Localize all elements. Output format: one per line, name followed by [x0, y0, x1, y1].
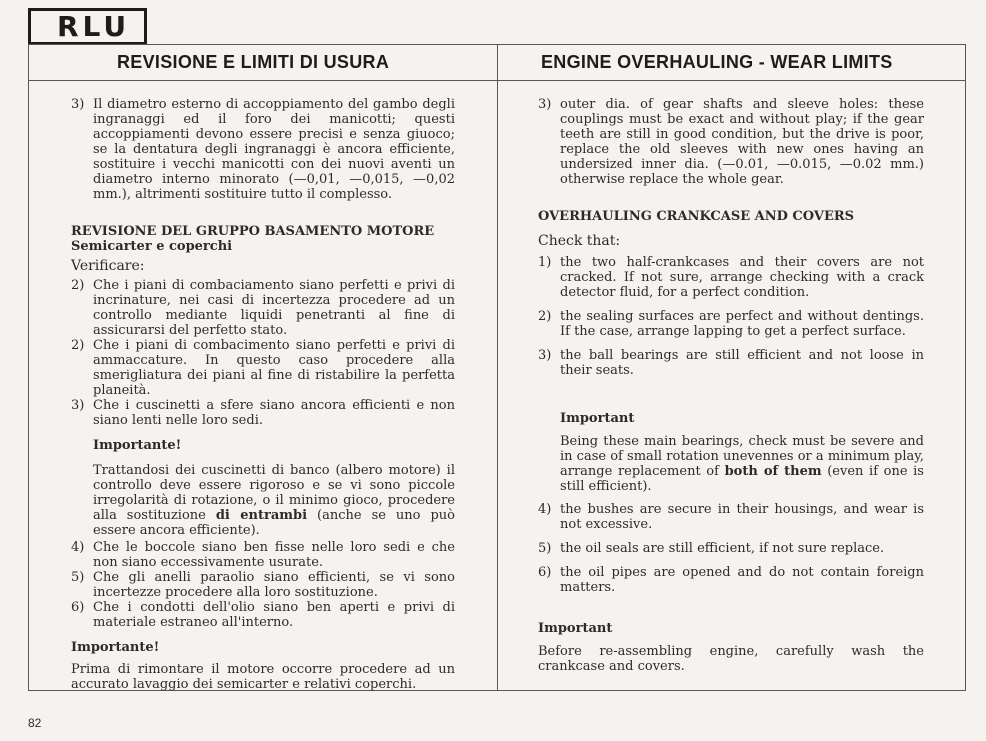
list-item: 6) Che i condotti dell'olio siano ben aperti e privi di materiale estraneo all'interno.	[71, 600, 455, 630]
italian-column	[71, 97, 455, 692]
list-item: 5) the oil seals are still efficient, if not sure replace.	[538, 541, 885, 556]
important-heading: Importante!	[71, 640, 160, 655]
italian-title: REVISIONE E LIMITI DI USURA	[117, 52, 390, 72]
section-title: REVISIONE DEL GRUPPO BASAMENTO MOTORE	[71, 224, 435, 239]
important-heading: Important	[560, 411, 635, 426]
english-title: ENGINE OVERHAULING - WEAR LIMITS	[541, 52, 893, 72]
list-item: 3) Il diametro esterno di accoppiamento del gambo degli ingranaggi ed il foro dei manicotti; questi accoppiamenti devono essere precisi e senza giuoco; se la dentatura degli ingranaggi è ancora efficiente, sostituire i vecchi manicotti con dei nuovi aventi un diametro interno minorato (—0,01, —0,015, —0,02 mm.), altrimenti sostituire tutto il complesso.	[71, 97, 455, 202]
check-label: Check that:	[538, 233, 621, 249]
list-item: 2) Che i piani di combacimento siano perfetti e privi di ammaccature. In questo caso procedere alla smerigliatura dei piani al fine di ristabilire la perfetta planeità.	[71, 338, 455, 398]
important-note: Being these main bearings, check must be severe and in case of small rotation unevennes or a minimum play, arrange replacement of both of them (even if one is still efficient).	[560, 434, 924, 494]
important-heading: Important	[538, 621, 613, 636]
important-note: Prima di rimontare il motore occorre procedere ad un accurato lavaggio dei semicarter e relativi coperchi.	[71, 662, 455, 692]
important-note: Before re-assembling engine, carefully wash the crankcase and covers.	[538, 644, 924, 674]
list-item: 3) Che i cuscinetti a sfere siano ancora efficienti e non siano lenti nelle loro sedi.	[71, 398, 455, 428]
verify-label: Verificare:	[71, 258, 145, 274]
list-item: 4) Che le boccole siano ben fisse nelle loro sedi e che non siano eccessivamente usurate.	[71, 540, 455, 570]
list-item: 3) the ball bearings are still efficient and not loose in their seats.	[538, 348, 924, 378]
important-note: Trattandosi dei cuscinetti di banco (albero motore) il controllo deve essere rigoroso e se vi sono piccole irregolarità di rotazione, o il minimo gioco, procedere alla sostituzione di entrambi (anche se uno può essere ancora efficiente).	[93, 463, 455, 538]
section-subtitle: Semicarter e coperchi	[71, 239, 233, 254]
list-item: 2) the sealing surfaces are perfect and without dentings. If the case, arrange lapping to get a perfect surface.	[538, 309, 924, 339]
list-item: 3) outer dia. of gear shafts and sleeve holes: these couplings must be exact and without play; if the gear teeth are still in good condition, but the drive is poor, replace the old sleeves with new ones having an undersized inner dia. (—0.01, —0.015, —0.02 mm.) otherwise replace the whole gear.	[538, 97, 924, 187]
list-item: 2) Che i piani di combaciamento siano perfetti e privi di incrinature, nei casi di incertezza procedere ad un controllo mediante liquidi penetranti al fine di assicurarsi del perfetto stato.	[71, 278, 455, 338]
english-column	[538, 97, 924, 674]
list-item: 1) the two half-crankcases and their covers are not cracked. If not sure, arrange checking with a crack detector fluid, for a perfect condition.	[538, 255, 924, 300]
list-item: 4) the bushes are secure in their housings, and wear is not excessive.	[538, 502, 924, 532]
list-item: 6) the oil pipes are opened and do not contain foreign matters.	[538, 565, 924, 595]
important-heading: Importante!	[93, 438, 182, 453]
logo: RLU	[28, 8, 147, 45]
list-item: 5) Che gli anelli paraolio siano efficienti, se vi sono incertezze procedere alla loro sostituzione.	[71, 570, 455, 600]
section-title: OVERHAULING CRANKCASE AND COVERS	[538, 209, 855, 224]
column-divider	[497, 44, 498, 691]
page-number: 82	[28, 716, 42, 730]
